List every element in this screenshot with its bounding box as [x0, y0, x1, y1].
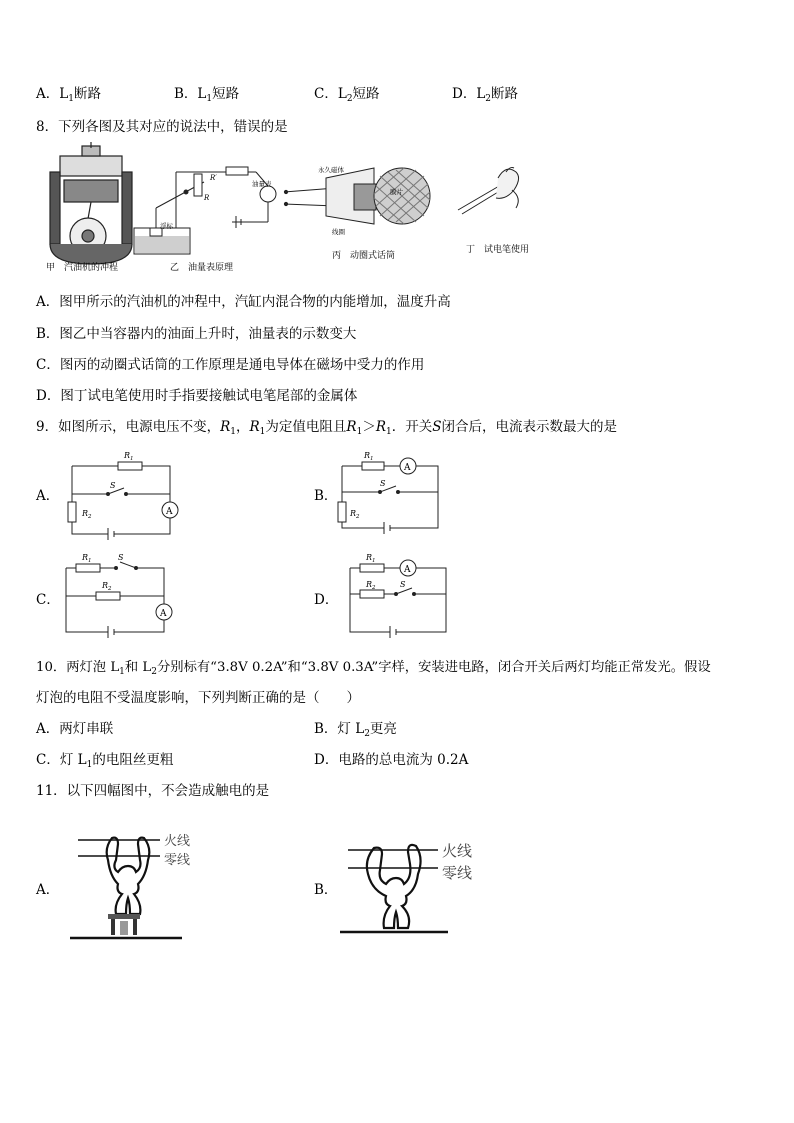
svg-text:S: S	[118, 553, 124, 562]
engine-figure	[50, 142, 132, 264]
person-figure-b	[367, 845, 421, 928]
svg-text:S: S	[380, 479, 386, 488]
svg-text:A: A	[160, 609, 167, 619]
q10-option-b: B．灯 $L_2$更亮	[314, 721, 397, 739]
label-magnet: 永久磁体	[318, 166, 344, 174]
q9-stem: 9．如图所示，电源电压不变，$R_1$，$R_1$为定值电阻且$R_1>R_1$．开关S闭合后，电流表示数最大的是	[36, 419, 617, 437]
q8-stem: 8．下列各图及其对应的说法中，错误的是	[36, 119, 288, 135]
q9-circuit-c	[60, 548, 180, 640]
q8-option-b: B．图乙中当容器内的油面上升时，油量表的示数变大	[36, 326, 357, 342]
q11-letter-b: B．	[314, 882, 338, 898]
q9-letter-b: B．	[314, 488, 338, 504]
svg-text:R1: $R_1$	[364, 451, 374, 462]
neutral-wire-label: 零线	[164, 853, 191, 868]
q9-letter-a: A．	[36, 488, 60, 504]
test-pen-figure	[458, 168, 519, 215]
label-membrane: 膜片	[390, 188, 403, 196]
svg-text:A: A	[404, 565, 411, 575]
fire-wire-label: 火线	[164, 834, 191, 849]
svg-text:A: A	[166, 507, 173, 517]
q8-option-d: D．图丁试电笔使用时手指要接触试电笔尾部的金属体	[36, 388, 358, 404]
svg-text:S: S	[110, 481, 116, 490]
caption-yi: 乙 油量表原理	[170, 263, 234, 273]
q8-figure	[36, 142, 556, 274]
q9-letter-d: D．	[314, 592, 339, 608]
q10-option-d: D．电路的总电流为 0.2A	[314, 752, 469, 768]
svg-text:R1: $R_1$	[366, 553, 376, 564]
q7-option-a: A．$L_1$断路	[36, 86, 101, 104]
q10-option-c: C．灯 $L_1$的电阻丝更粗	[36, 752, 174, 770]
svg-text:S: S	[400, 580, 406, 589]
label-float: 浮标	[160, 222, 173, 230]
q11-figure-a	[68, 826, 198, 944]
svg-text:R2: $R_2$	[350, 509, 360, 520]
svg-text:R1: $R_1$	[124, 451, 134, 462]
q8-option-a: A．图甲所示的汽油机的冲程中，汽缸内混合物的内能增加，温度升高	[36, 294, 451, 310]
q9-circuit-a	[60, 446, 190, 542]
fire-wire-label-b: 火线	[442, 842, 473, 860]
label-oil-meter: 油量表	[252, 180, 272, 188]
q9-circuit-b	[336, 446, 446, 536]
q9-letter-c: C．	[36, 592, 60, 608]
q7-option-d: D．$L_2$断路	[452, 86, 519, 104]
q11-letter-a: A．	[36, 882, 60, 898]
q9-circuit-d	[340, 548, 450, 640]
microphone-figure	[284, 168, 430, 224]
caption-ding: 丁 试电笔使用	[466, 245, 530, 255]
caption-jia: 甲 汽油机的冲程	[46, 263, 119, 273]
q7-option-c: C．$L_2$短路	[314, 86, 380, 104]
neutral-wire-label-b: 零线	[442, 864, 473, 882]
svg-text:R2: $R_2$	[366, 580, 376, 591]
q11-figure-b	[338, 834, 488, 938]
caption-bing: 丙 动圈式话筒	[332, 251, 396, 261]
q11-stem: 11．以下四幅图中，不会造成触电的是	[36, 783, 270, 799]
q10-stem-line2: 灯泡的电阻不受温度影响，下列判断正确的是（ ）	[36, 690, 360, 706]
q7-option-b: B．$L_1$短路	[174, 86, 240, 104]
svg-text:R2: $R_2$	[82, 509, 92, 520]
label-r: R	[204, 194, 210, 202]
svg-text:A: A	[404, 463, 411, 473]
q10-option-a: A．两灯串联	[36, 721, 114, 737]
svg-text:R2: $R_2$	[102, 581, 112, 592]
label-coil: 线圈	[332, 228, 345, 236]
q8-option-c: C．图丙的动圈式话筒的工作原理是通电导体在磁场中受力的作用	[36, 357, 425, 373]
q10-stem-line1: 10．两灯泡 $L_1$和 $L_2$分别标有“3.8V 0.2A”和“3.8V 0.3A”字样，安装进电路，闭合开关后两灯均能正常发光。假设	[36, 660, 711, 677]
person-figure	[107, 838, 150, 914]
label-r-prime: R′	[210, 174, 217, 182]
svg-text:R1: $R_1$	[82, 553, 92, 564]
